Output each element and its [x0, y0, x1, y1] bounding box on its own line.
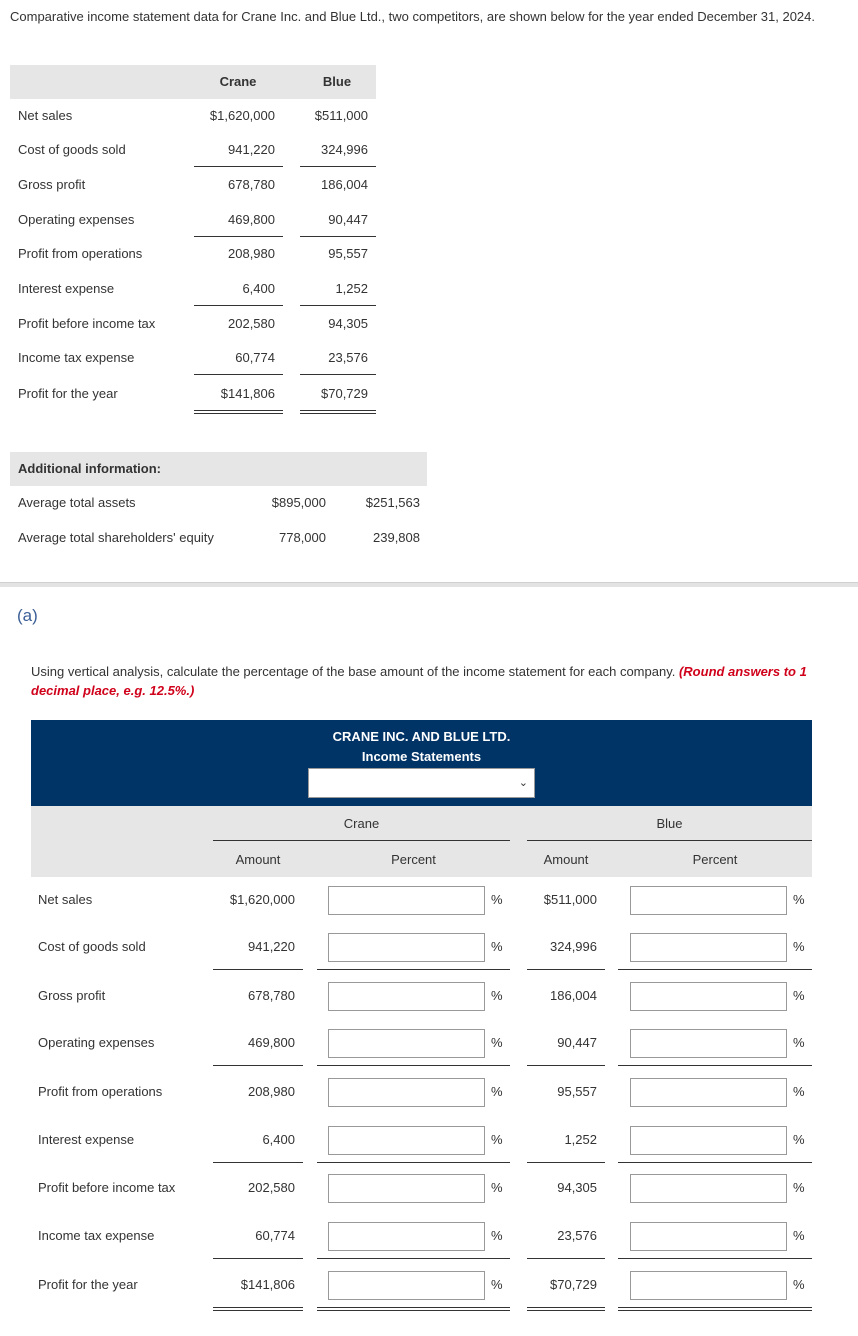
crane-percent-underline — [317, 1258, 510, 1259]
blue-percent-input[interactable] — [630, 886, 787, 915]
group-crane: Crane — [343, 816, 380, 831]
blue-amount: 23,576 — [557, 1228, 597, 1243]
table1-blue-value: 186,004 — [321, 177, 368, 192]
crane-percent-input[interactable] — [328, 1222, 485, 1251]
table1-blue-value: 95,557 — [328, 246, 368, 261]
blue-percent-head: Percent — [692, 852, 738, 867]
table1-blue-underline — [300, 305, 376, 306]
percent-sign: % — [793, 892, 805, 907]
crane-percent-input[interactable] — [328, 1029, 485, 1058]
table2-row-label: Income tax expense — [38, 1228, 155, 1243]
blue-percent-underline — [618, 1162, 812, 1163]
blue-amount: $70,729 — [550, 1277, 597, 1292]
table1-row-label: Net sales — [18, 108, 73, 123]
crane-percent-underline — [317, 1065, 510, 1066]
percent-sign: % — [793, 988, 805, 1003]
crane-percent-underline — [317, 1307, 510, 1311]
table2-row-label: Operating expenses — [38, 1035, 155, 1050]
table1-row-label: Profit before income tax — [18, 316, 156, 331]
table1-blue-underline — [300, 166, 376, 167]
blue-percent-input[interactable] — [630, 1126, 787, 1155]
table1-crane-value: $1,620,000 — [209, 108, 275, 123]
crane-amount: 202,580 — [248, 1180, 295, 1195]
percent-sign: % — [491, 892, 503, 907]
table1-row-label: Income tax expense — [18, 350, 135, 365]
additional-row-label: Average total assets — [18, 495, 136, 510]
table1-crane-underline — [194, 305, 283, 306]
blue-amount: 186,004 — [550, 988, 597, 1003]
additional-row-label: Average total shareholders' equity — [18, 530, 214, 545]
table2-row-label: Profit from operations — [38, 1084, 163, 1099]
table1-crane-value: 202,580 — [228, 316, 275, 331]
blue-amount-underline — [527, 969, 605, 970]
table2-row-label: Profit before income tax — [38, 1180, 176, 1195]
table1-crane-value: 941,220 — [228, 142, 275, 157]
table1-blue-underline — [300, 374, 376, 375]
percent-sign: % — [491, 988, 503, 1003]
table1-col-crane: Crane — [219, 74, 257, 89]
table1-crane-underline — [194, 236, 283, 237]
table1-row-label: Profit for the year — [18, 386, 118, 401]
crane-amount: 208,980 — [248, 1084, 295, 1099]
blue-percent-input[interactable] — [630, 982, 787, 1011]
blue-percent-input[interactable] — [630, 1174, 787, 1203]
table1-blue-value: $511,000 — [314, 108, 368, 123]
blue-percent-underline — [618, 1065, 812, 1066]
table1-row-label: Operating expenses — [18, 212, 135, 227]
percent-sign: % — [793, 1084, 805, 1099]
additional-crane-value: $895,000 — [271, 495, 326, 510]
table1-crane-value: 678,780 — [228, 177, 275, 192]
percent-sign: % — [491, 939, 503, 954]
percent-sign: % — [491, 1132, 503, 1147]
crane-percent-input[interactable] — [328, 1078, 485, 1107]
additional-blue-value: 239,808 — [373, 530, 420, 545]
table2-subtitle: Income Statements — [361, 749, 482, 764]
group-blue-underline — [527, 840, 812, 841]
crane-amount: $141,806 — [240, 1277, 295, 1292]
blue-amount-underline — [527, 1258, 605, 1259]
crane-percent-input[interactable] — [328, 982, 485, 1011]
blue-amount-underline — [527, 1307, 605, 1311]
instruction-text — [31, 662, 841, 700]
crane-amount: 941,220 — [248, 939, 295, 954]
blue-percent-underline — [618, 1258, 812, 1259]
blue-percent-input[interactable] — [630, 1078, 787, 1107]
blue-percent-input[interactable] — [630, 1222, 787, 1251]
table1-crane-value: 60,774 — [235, 350, 275, 365]
additional-blue-value: $251,563 — [365, 495, 420, 510]
table1-col-blue: Blue — [322, 74, 352, 89]
percent-sign: % — [793, 1277, 805, 1292]
percent-sign: % — [793, 939, 805, 954]
period-dropdown[interactable] — [308, 768, 535, 798]
crane-percent-input[interactable] — [328, 1126, 485, 1155]
percent-sign: % — [793, 1180, 805, 1195]
percent-sign: % — [793, 1035, 805, 1050]
blue-amount: 1,252 — [564, 1132, 597, 1147]
table1-blue-underline — [300, 236, 376, 237]
crane-amount: 60,774 — [255, 1228, 295, 1243]
crane-amount: 469,800 — [248, 1035, 295, 1050]
blue-percent-input[interactable] — [630, 933, 787, 962]
blue-amount: 95,557 — [557, 1084, 597, 1099]
percent-sign: % — [491, 1180, 503, 1195]
crane-amount-underline — [213, 1162, 303, 1163]
crane-percent-input[interactable] — [328, 933, 485, 962]
table1-crane-value: $141,806 — [220, 386, 275, 401]
blue-amount: 90,447 — [557, 1035, 597, 1050]
table1-crane-underline — [194, 166, 283, 167]
percent-sign: % — [491, 1084, 503, 1099]
chevron-down-icon: ⌄ — [518, 777, 528, 789]
table2-row-label: Interest expense — [38, 1132, 135, 1147]
table1-crane-underline — [194, 374, 283, 375]
crane-amount-underline — [213, 1258, 303, 1259]
table1-row-label: Cost of goods sold — [18, 142, 126, 157]
crane-amount: 678,780 — [248, 988, 295, 1003]
group-blue: Blue — [656, 816, 683, 831]
table2-row-label: Net sales — [38, 892, 93, 907]
table2-row-label: Cost of goods sold — [38, 939, 146, 954]
table1-blue-value: $70,729 — [321, 386, 368, 401]
crane-amount-underline — [213, 1065, 303, 1066]
blue-amount-underline — [527, 1162, 605, 1163]
part-label: (a) — [17, 606, 38, 625]
crane-amount: 6,400 — [262, 1132, 295, 1147]
table2-row-label: Gross profit — [38, 988, 106, 1003]
table1-blue-value: 324,996 — [321, 142, 368, 157]
table1-blue-underline — [300, 410, 376, 414]
table1-blue-value: 23,576 — [328, 350, 368, 365]
additional-crane-value: 778,000 — [279, 530, 326, 545]
group-crane-underline — [213, 840, 510, 841]
blue-percent-underline — [618, 969, 812, 970]
crane-amount-underline — [213, 1307, 303, 1311]
table1-crane-value: 208,980 — [228, 246, 275, 261]
percent-sign: % — [491, 1228, 503, 1243]
section-separator — [0, 582, 858, 587]
percent-sign: % — [793, 1228, 805, 1243]
instruction-note: (Round answers to 1 decimal place, e.g. 12.5%.) — [31, 664, 807, 698]
instruction-main: Using vertical analysis, calculate the percentage of the base amount of the income statement for each company. — [31, 664, 676, 679]
blue-amount-head: Amount — [543, 852, 589, 867]
blue-amount-underline — [527, 1065, 605, 1066]
percent-sign: % — [491, 1277, 503, 1292]
percent-sign: % — [793, 1132, 805, 1147]
table1-blue-value: 90,447 — [328, 212, 368, 227]
crane-percent-input[interactable] — [328, 1271, 485, 1300]
crane-percent-input[interactable] — [328, 886, 485, 915]
blue-amount: 324,996 — [550, 939, 597, 954]
table2-row-label: Profit for the year — [38, 1277, 138, 1292]
crane-percent-underline — [317, 969, 510, 970]
crane-amount-underline — [213, 969, 303, 970]
table1-blue-value: 94,305 — [328, 316, 368, 331]
crane-amount-head: Amount — [235, 852, 281, 867]
additional-title: Additional information: — [18, 461, 161, 476]
percent-sign: % — [491, 1035, 503, 1050]
table1-crane-value: 469,800 — [228, 212, 275, 227]
crane-amount: $1,620,000 — [229, 892, 295, 907]
crane-percent-head: Percent — [391, 852, 436, 867]
intro-text: Comparative income statement data for Crane Inc. and Blue Ltd., two competitors, are shown below for the year ended December 31, 2024. — [10, 9, 815, 24]
blue-percent-underline — [618, 1307, 812, 1311]
table1-blue-value: 1,252 — [335, 281, 368, 296]
blue-percent-input[interactable] — [630, 1029, 787, 1058]
blue-percent-input[interactable] — [630, 1271, 787, 1300]
crane-percent-underline — [317, 1162, 510, 1163]
table1-crane-underline — [194, 410, 283, 414]
blue-amount: $511,000 — [543, 892, 597, 907]
table1-crane-value: 6,400 — [242, 281, 275, 296]
crane-percent-input[interactable] — [328, 1174, 485, 1203]
table1-row-label: Gross profit — [18, 177, 86, 192]
table1-row-label: Interest expense — [18, 281, 115, 296]
table2-title: CRANE INC. AND BLUE LTD. — [332, 729, 511, 744]
blue-amount: 94,305 — [557, 1180, 597, 1195]
table1-row-label: Profit from operations — [18, 246, 143, 261]
